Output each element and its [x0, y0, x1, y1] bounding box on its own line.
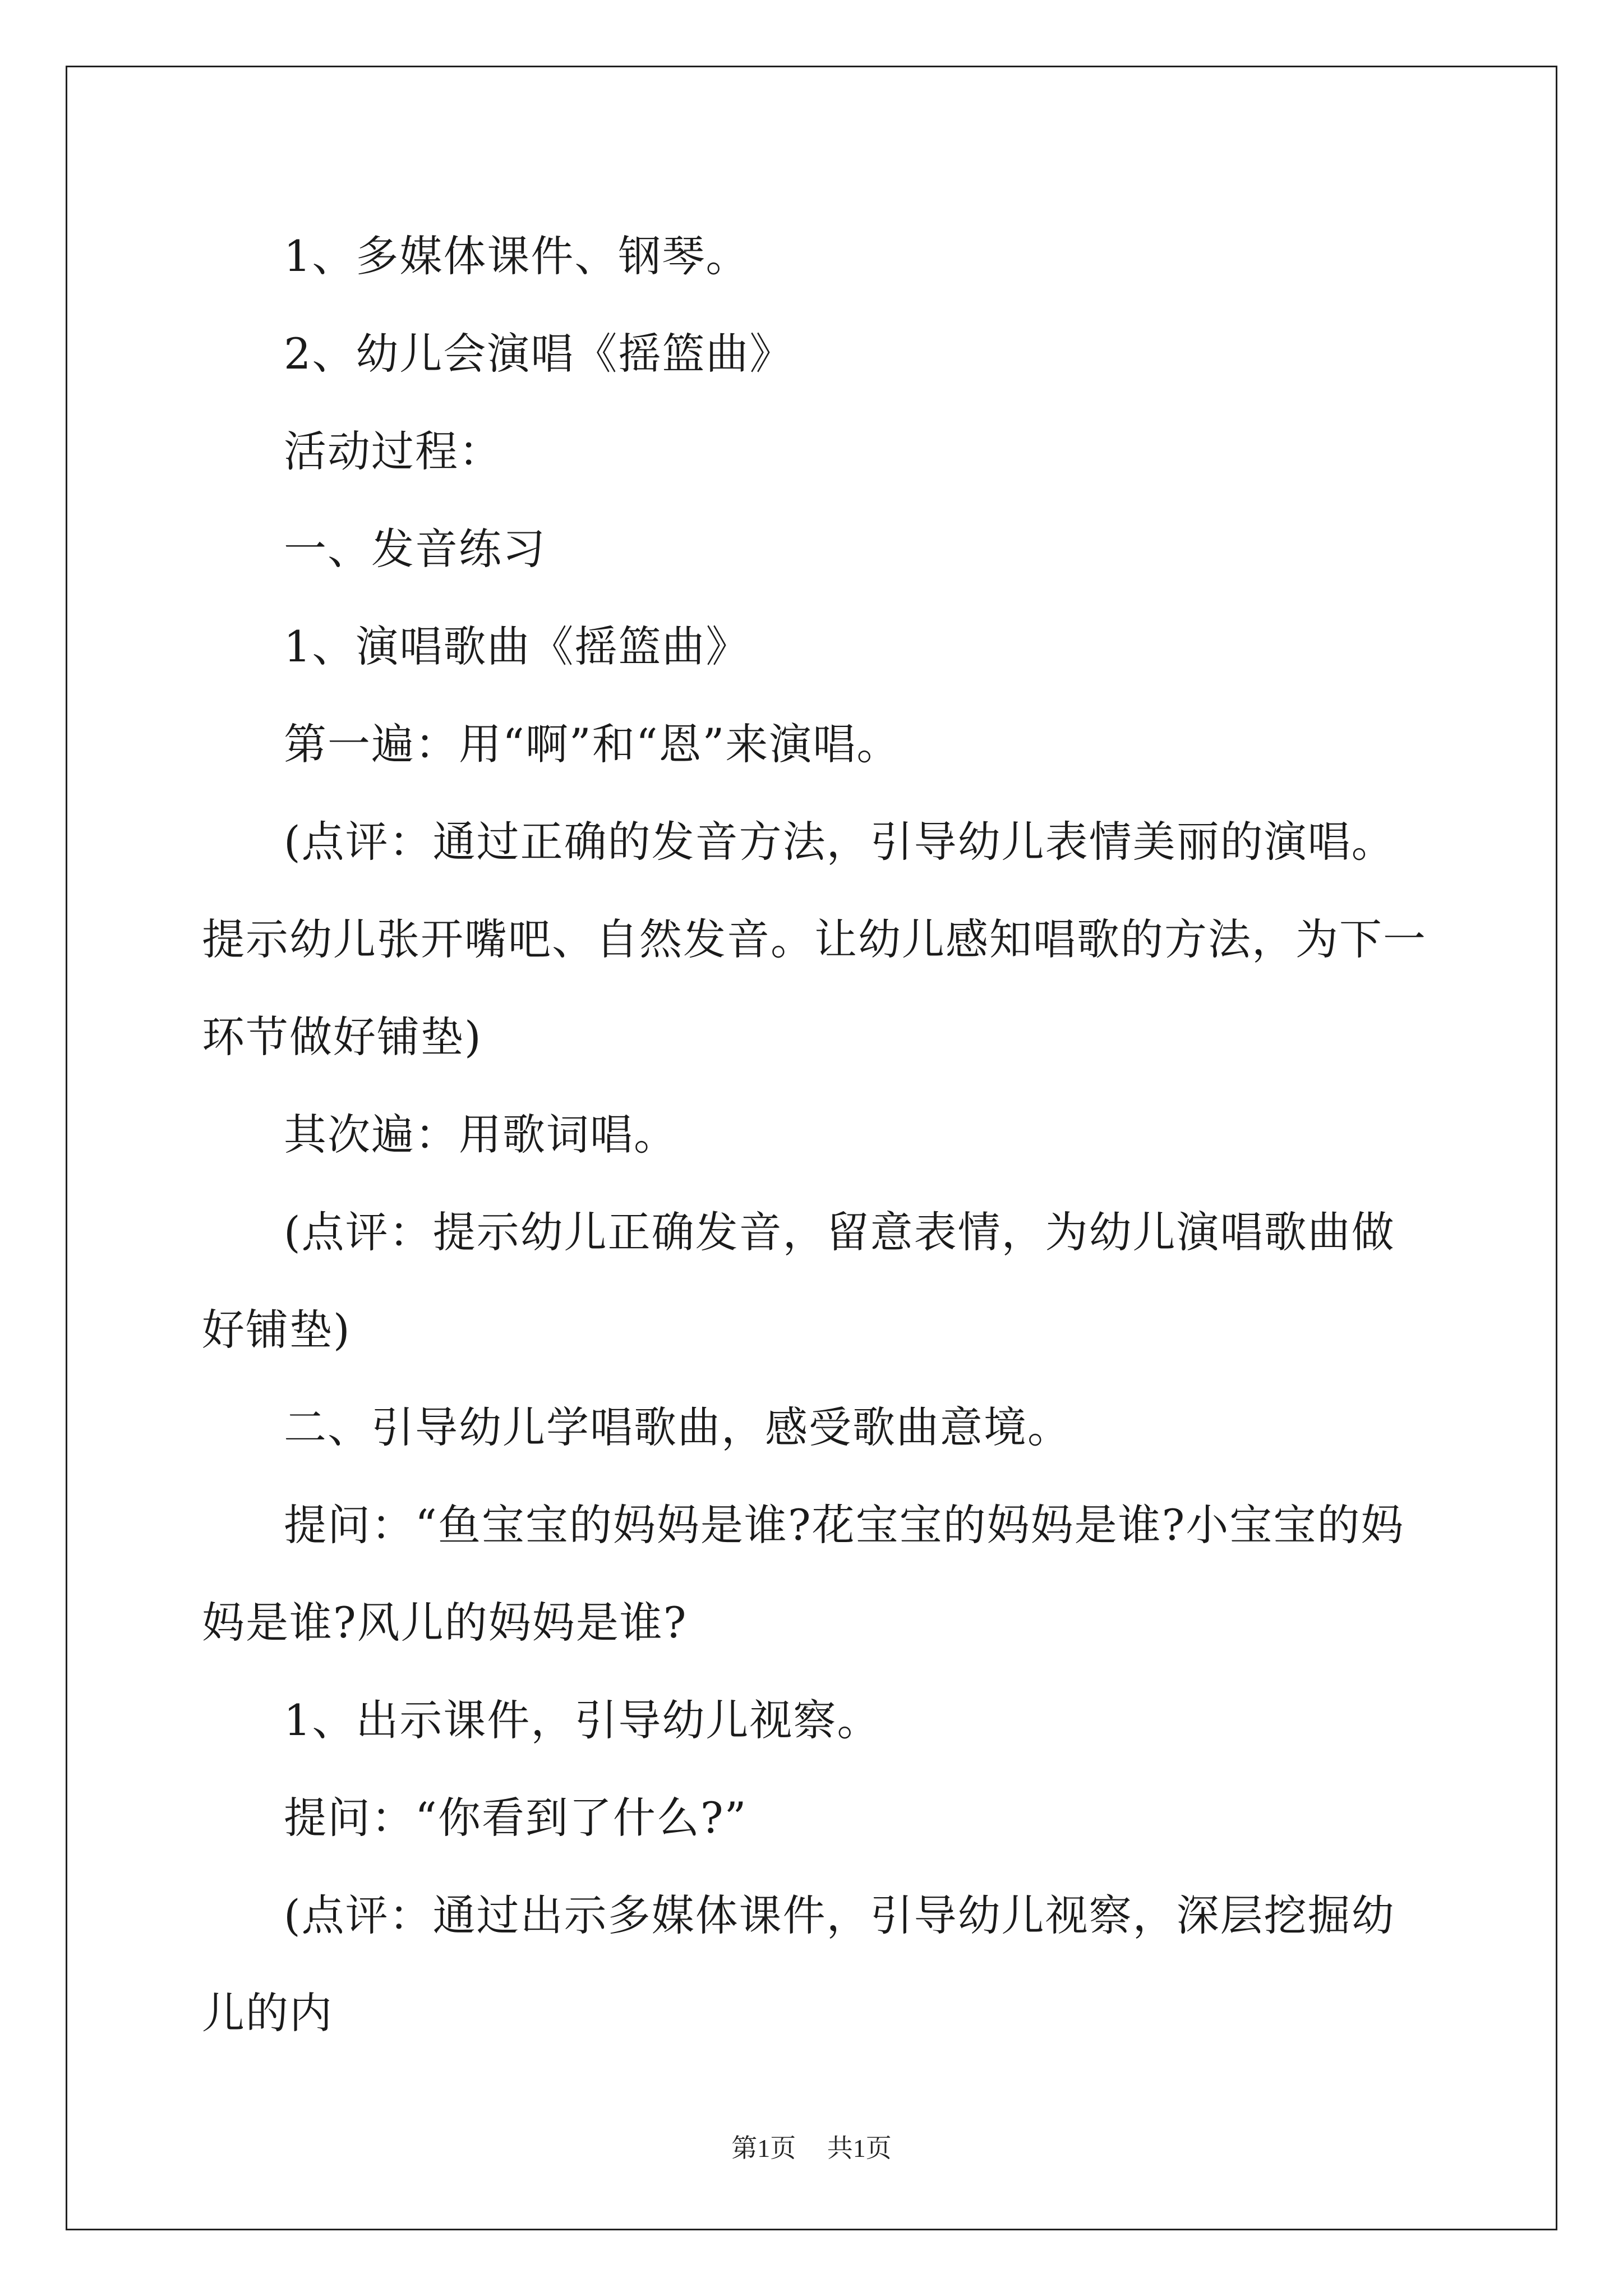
paragraph: (点评：通过出示多媒体课件，引导幼儿视察，深层挖掘幼儿的内 [202, 1890, 1395, 2038]
paragraph: 1、出示课件，引导幼儿视察。 [284, 1695, 881, 1745]
paragraph: 提问：“你看到了什么?” [284, 1793, 748, 1843]
paragraph: 一、发音练习 [284, 524, 546, 574]
paragraph: (点评：提示幼儿正确发音，留意表情，为幼儿演唱歌曲做好铺垫) [202, 1207, 1395, 1355]
paragraph: 2、幼儿会演唱《摇篮曲》 [284, 329, 794, 379]
paragraph: 其次遍：用歌词唱。 [284, 1110, 677, 1159]
paragraph: 提问：“鱼宝宝的妈妈是谁?花宝宝的妈妈是谁?小宝宝的妈妈是谁?风儿的妈妈是谁? [202, 1500, 1405, 1648]
document-body [202, 208, 1436, 2062]
paragraph: 二、引导幼儿学唱歌曲，感受歌曲意境。 [284, 1402, 1071, 1452]
page-number: 第1页 [731, 2134, 796, 2162]
paragraph: 1、演唱歌曲《摇篮曲》 [284, 622, 750, 671]
page-total: 共1页 [827, 2134, 892, 2162]
paragraph: 第一遍：用“啊”和“恩”来演唱。 [284, 719, 901, 769]
page-footer [0, 2132, 1623, 2165]
paragraph: (点评：通过正确的发音方法，引导幼儿表情美丽的演唱。提示幼儿张开嘴吧、自然发音。让幼儿感知唱歌的方法，为下一环节做好铺垫) [202, 817, 1427, 1062]
paragraph: 活动过程： [284, 426, 502, 476]
paragraph: 1、多媒体课件、钢琴。 [284, 231, 750, 281]
